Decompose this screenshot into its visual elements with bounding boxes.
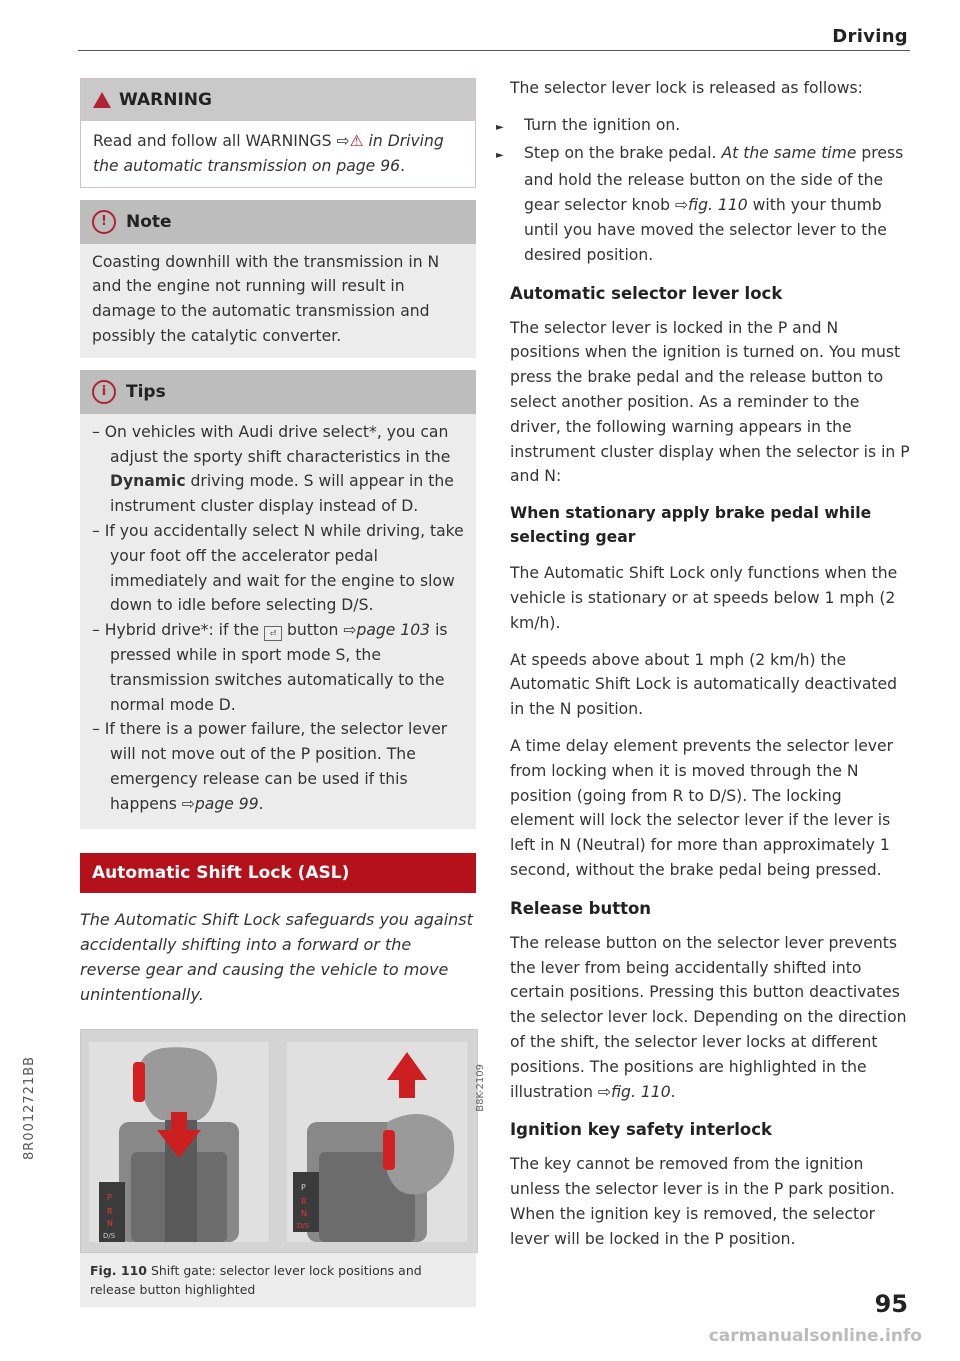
note-box <box>80 200 476 358</box>
paragraph: The selector lever lock is released as follows: <box>510 79 863 97</box>
hybrid-button-icon: ⏎ <box>264 626 282 641</box>
svg-text:N: N <box>301 1208 307 1218</box>
figure-pane-left <box>89 1042 269 1242</box>
page-link[interactable]: page 103 <box>356 621 431 640</box>
warning-icon <box>93 92 111 108</box>
warning-text-end: . <box>400 156 406 175</box>
tips-header <box>80 370 476 414</box>
asl-intro: The Automatic Shift Lock safeguards you against accidentally shifting into a forward or the reverse gear and causing the vehicle to move unintentionally. <box>80 909 473 1004</box>
figure-pane-right <box>287 1042 467 1242</box>
subheading: Ignition key safety interlock <box>510 1120 773 1140</box>
bullet-arrow-icon: ► <box>496 121 504 133</box>
paragraph: At speeds above about 1 mph (2 km/h) the Automatic Shift Lock is automatically deactivated in the N position. <box>510 650 897 719</box>
svg-text:P: P <box>301 1182 306 1192</box>
figure-label: Fig. 110 <box>90 1262 147 1278</box>
note-body: Coasting downhill with the transmission in N and the engine not running will result in damage to the automatic transmission and possibly the catalytic converter. <box>80 244 476 358</box>
info-icon: i <box>92 380 116 404</box>
note-header <box>80 200 476 244</box>
document-code: 8R0012721BB <box>22 1055 37 1160</box>
step-item: ► Step on the brake pedal. At the same time press and hold the release button on the side of the gear selector knob ⇨fig. 110 with your thumb until you have moved the selector lever to the desired position. <box>496 143 904 264</box>
reference-arrow-icon: ⇨ <box>336 132 350 150</box>
tips-body <box>80 414 476 829</box>
svg-text:R: R <box>107 1206 113 1216</box>
shift-gate-illustration-right <box>287 1042 467 1242</box>
gate-label-p: P <box>107 1192 112 1202</box>
paragraph: The Automatic Shift Lock only functions when the vehicle is stationary or at speeds below 1 mph (2 km/h). <box>510 564 898 632</box>
svg-text:D/S: D/S <box>297 1221 310 1230</box>
warning-body <box>81 121 475 187</box>
section-title: Driving <box>832 26 908 47</box>
warning-box <box>80 78 476 188</box>
note-icon: ! <box>92 210 116 234</box>
warning-ref-icon: ⚠ <box>349 132 364 150</box>
subheading-warning-message: When stationary apply brake pedal while selecting gear <box>510 504 872 547</box>
svg-text:R: R <box>301 1196 307 1206</box>
tip-item: – If there is a power failure, the selector lever will not move out of the P position. The emergency release can be used if this happens ⇨page 99. <box>92 720 448 813</box>
figure-caption-text: Shift gate: selector lever lock positions and release button highlighted <box>90 1262 422 1297</box>
left-column <box>80 78 486 1307</box>
step-item: ► Turn the ignition on. <box>510 113 910 141</box>
paragraph: The key cannot be removed from the ignition unless the selector lever is in the P park position. When the ignition key is removed, the selector lever will be locked in the P position. <box>510 1155 895 1248</box>
warning-header <box>81 79 475 121</box>
figure-shift-gate <box>80 1029 486 1253</box>
warning-title: WARNING <box>119 90 212 110</box>
right-column <box>496 76 910 1251</box>
tip-item: – On vehicles with Audi drive select*, you can adjust the sporty shift characteristics in the Dynamic driving mode. S will appear in the instrument cluster display instead of D. <box>92 422 454 516</box>
tips-title: Tips <box>126 381 166 402</box>
bullet-arrow-icon: ► <box>496 149 504 161</box>
tip-item: – Hybrid drive*: if the ⏎ button ⇨page 103 is pressed while in sport mode S, the transmission switches automatically to the normal mode D. <box>92 621 448 714</box>
warning-text: Read and follow all WARNINGS <box>93 132 337 150</box>
note-title: Note <box>126 211 172 232</box>
warning-reference-link[interactable]: in Driving the automatic transmission on page 96 <box>93 132 444 175</box>
paragraph: The release button on the selector lever prevents the lever from being accidentally shifted into certain positions. Pressing this button deactivates the selector lever lock. Depending on the direction of the shift, the selector lever locks at different positions. The positions are highlighted in the illustration ⇨fig. 110. <box>510 933 907 1101</box>
tip-item: – If you accidentally select N while driving, take your foot off the accelerator pedal immediately and wait for the engine to slow down to idle before selecting D/S. <box>92 521 464 615</box>
svg-text:D/S: D/S <box>103 1231 116 1240</box>
asl-section-heading: Automatic Shift Lock (ASL) <box>80 853 476 893</box>
shift-gate-illustration-left <box>89 1042 269 1242</box>
figure-link[interactable]: fig. 110 <box>688 196 748 215</box>
watermark: carmanualsonline.info <box>708 1326 922 1346</box>
page-link[interactable]: page 99 <box>194 794 259 813</box>
subheading: Release button <box>510 898 652 918</box>
paragraph: The selector lever is locked in the P and N positions when the ignition is turned on. You must press the brake pedal and the release button to select another position. As a reminder to the driver, the following warning appears in the instrument cluster display when the selector is in P and N: <box>510 318 910 486</box>
subheading: Automatic selector lever lock <box>510 283 783 303</box>
tips-box <box>80 370 476 829</box>
figure-caption <box>80 1253 476 1307</box>
figure-link[interactable]: fig. 110 <box>610 1082 671 1101</box>
page-number: 95 <box>874 1290 908 1318</box>
figure-code: B8K-2109 <box>475 1063 486 1112</box>
header-rule <box>78 50 910 51</box>
paragraph: A time delay element prevents the selector lever from locking when it is moved through the N position (going from R to D/S). The locking element will lock the selector lever if the lever is left in N (Neutral) for more than approximately 1 second, without the brake pedal being pressed. <box>510 736 894 879</box>
svg-text:N: N <box>107 1218 113 1228</box>
